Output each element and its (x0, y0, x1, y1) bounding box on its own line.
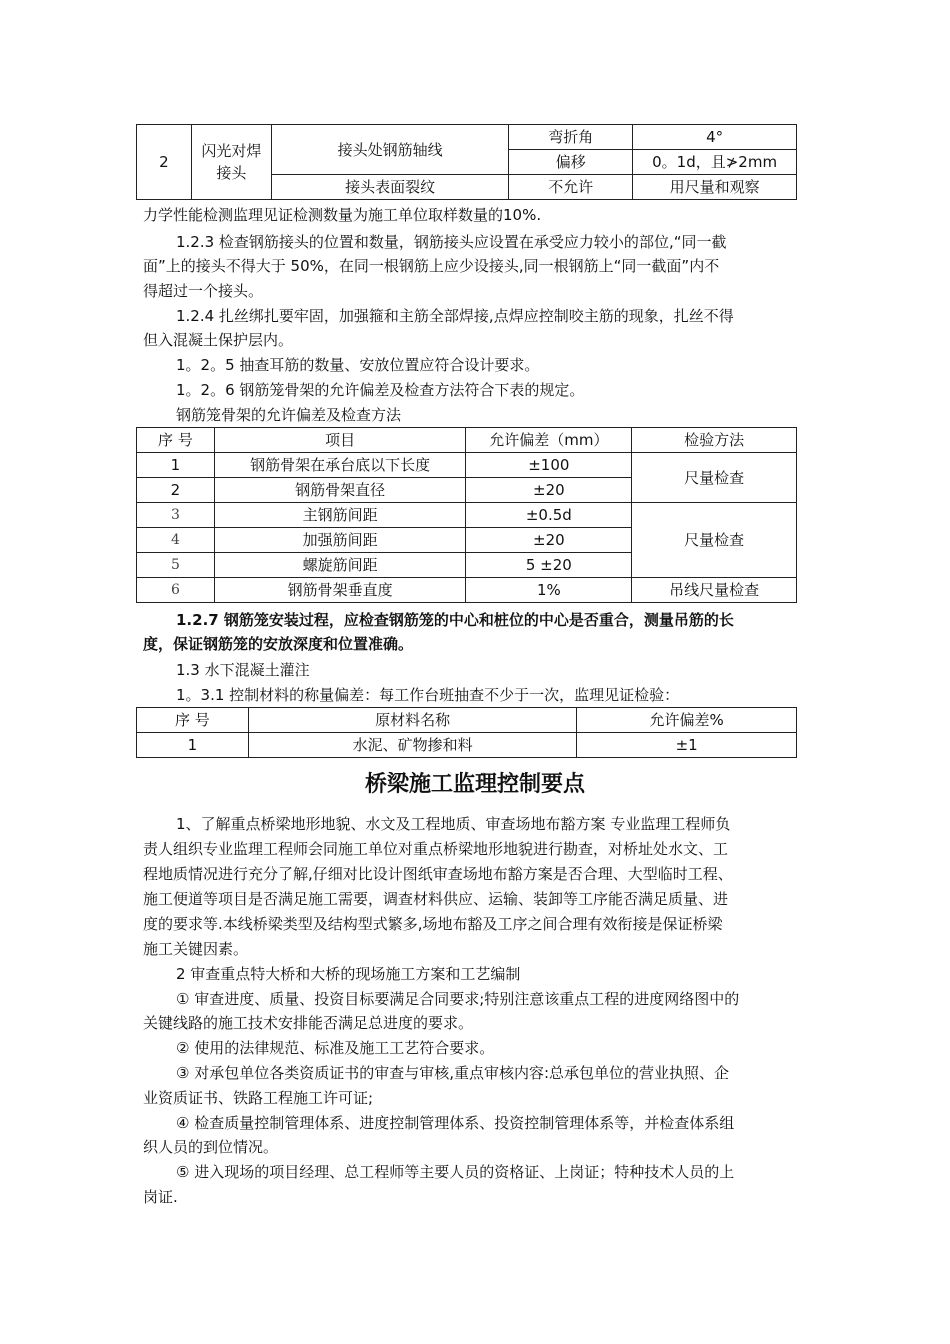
row-no: 1 (137, 733, 249, 758)
para-1-line: 责人组织专业监理工程师会同施工单位对重点桥梁地形地貌进行勘查，对桥址处水文、工 (143, 840, 729, 858)
item-4-line: 织人员的到位情况。 (143, 1138, 279, 1156)
para-127-line: 1.2.7 钢筋笼安装过程，应检查钢筋笼的中心和桩位的中心是否重合，测量吊筋的长 (176, 611, 734, 629)
row-no: 1 (137, 453, 215, 478)
row-item: 螺旋筋间距 (214, 553, 466, 578)
para-123-line: 面”上的接头不得大于 50%，在同一根钢筋上应少设接头,同一根钢筋上“同一截面”内不 (143, 257, 720, 275)
material-table (136, 707, 797, 758)
row-tol: ±100 (466, 453, 632, 478)
item-1-line: ① 审查进度、质量、投资目标要满足合同要求;特别注意该重点工程的进度网络图中的 (176, 990, 740, 1008)
row-tol: ±20 (466, 528, 632, 553)
row-no: 4 (137, 528, 215, 553)
para-1-line: 1、了解重点桥梁地形地貌、水文及工程地质、审查场地布豁方案 专业监理工程师负 (176, 815, 731, 833)
row-item: 钢筋骨架在承台底以下长度 (214, 453, 466, 478)
row-item: 钢筋骨架垂直度 (214, 578, 466, 603)
weld-crack-req: 不允许 (509, 175, 633, 200)
row-no: 3 (137, 503, 215, 528)
para-123-line: 得超过一个接头。 (143, 282, 264, 300)
cage-tolerance-table (136, 427, 797, 603)
item-3-line: 业资质证书、铁路工程施工许可证; (143, 1089, 374, 1107)
row-method: 尺量检查 (632, 453, 797, 503)
weld-crack-method: 用尺量和观察 (633, 175, 797, 200)
row-tol: ±1 (577, 733, 797, 758)
col-header: 允许偏差% (577, 708, 797, 733)
cage-table-caption: 钢筋笼骨架的允许偏差及检查方法 (176, 406, 402, 424)
item-4-line: ④ 检查质量控制管理体系、进度控制管理体系、投资控制管理体系等，并检查体系组 (176, 1114, 735, 1132)
weld-joint-table (136, 124, 797, 200)
item-2: ② 使用的法律规范、标准及施工工艺符合要求。 (176, 1039, 495, 1057)
para-13: 1.3 水下混凝土灌注 (176, 661, 310, 679)
para-126: 1。2。6 钢筋笼骨架的允许偏差及检查方法符合下表的规定。 (176, 381, 585, 399)
para-1-line: 度的要求等.本线桥梁类型及结构型式繁多,场地布豁及工序之间合理有效衔接是保证桥梁 (143, 915, 723, 933)
row-method: 尺量检查 (632, 503, 797, 578)
table-row (137, 503, 797, 528)
table-row (137, 733, 797, 758)
para-a: 力学性能检测监理见证检测数量为施工单位取样数量的10%. (143, 206, 542, 224)
table-row (137, 453, 797, 478)
para-131: 1。3.1 控制材料的称量偏差：每工作台班抽查不少于一次，监理见证检验： (176, 686, 680, 704)
weld-sub-name: 弯折角 (509, 125, 633, 150)
weld-item-axis: 接头处钢筋轴线 (271, 125, 509, 175)
col-header: 序 号 (137, 428, 215, 453)
weld-sub-name: 偏移 (509, 150, 633, 175)
para-2: 2 审查重点特大桥和大桥的现场施工方案和工艺编制 (176, 965, 521, 983)
row-item: 加强筋间距 (214, 528, 466, 553)
para-1-line: 施工便道等项目是否满足施工需要，调查材料供应、运输、装卸等工序能否满足质量、进 (143, 890, 729, 908)
row-no: 2 (137, 478, 215, 503)
para-123-line: 1.2.3 检查钢筋接头的位置和数量，钢筋接头应设置在承受应力较小的部位,“同一截 (176, 233, 727, 251)
weld-row-no: 2 (137, 125, 192, 200)
row-no: 5 (137, 553, 215, 578)
weld-item-crack: 接头表面裂纹 (271, 175, 509, 200)
row-no: 6 (137, 578, 215, 603)
row-method: 吊线尺量检查 (632, 578, 797, 603)
para-124-line: 1.2.4 扎丝绑扎要牢固，加强箍和主筋全部焊接,点焊应控制咬主筋的现象，扎丝不得 (176, 307, 734, 325)
row-tol: 5 ±20 (466, 553, 632, 578)
para-124-line: 但入混凝土保护层内。 (143, 331, 294, 349)
row-tol: ±0.5d (466, 503, 632, 528)
item-5-line: ⑤ 进入现场的项目经理、总工程师等主要人员的资格证、上岗证；特种技术人员的上 (176, 1163, 735, 1181)
col-header: 允许偏差（mm） (466, 428, 632, 453)
col-header: 序 号 (137, 708, 249, 733)
col-header: 检验方法 (632, 428, 797, 453)
para-1-line: 程地质情况进行充分了解,仔细对比设计图纸审查场地布豁方案是否合理、大型临时工程、 (143, 865, 733, 883)
weld-sub-value: 0。1d，且≯2mm (633, 150, 797, 175)
para-1-line: 施工关键因素。 (143, 940, 249, 958)
row-item: 主钢筋间距 (214, 503, 466, 528)
table-row (137, 578, 797, 603)
item-3-line: ③ 对承包单位各类资质证书的审查与审核,重点审核内容:总承包单位的营业执照、企 (176, 1064, 730, 1082)
para-127-line: 度，保证钢筋笼的安放深度和位置准确。 (143, 635, 414, 653)
weld-sub-value: 4° (633, 125, 797, 150)
item-1-line: 关键线路的施工技术安排能否满足总进度的要求。 (143, 1014, 474, 1032)
row-tol: 1% (466, 578, 632, 603)
col-header: 项目 (214, 428, 466, 453)
section-title: 桥梁施工监理控制要点 (364, 772, 585, 797)
row-item: 钢筋骨架直径 (214, 478, 466, 503)
item-5-line: 岗证. (143, 1188, 178, 1206)
row-name: 水泥、矿物掺和料 (248, 733, 576, 758)
para-125: 1。2。5 抽查耳筋的数量、安放位置应符合设计要求。 (176, 356, 540, 374)
row-tol: ±20 (466, 478, 632, 503)
col-header: 原材料名称 (248, 708, 576, 733)
weld-type: 闪光对焊接头 (191, 125, 271, 200)
